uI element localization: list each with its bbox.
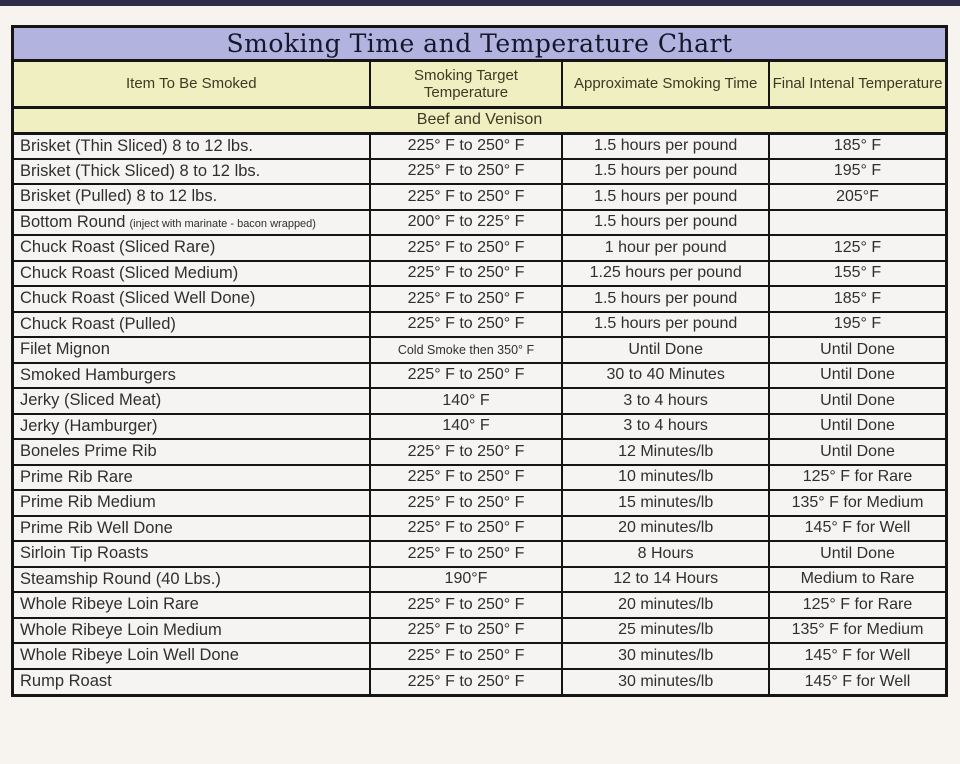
final-temperature-cell: Until Done: [769, 337, 945, 363]
target-temperature-cell: Cold Smoke then 350° F: [370, 337, 563, 363]
smoking-time-cell: 1.5 hours per pound: [562, 286, 769, 312]
item-name: Whole Ribeye Loin Rare: [20, 595, 199, 614]
item-cell: [14, 592, 370, 618]
target-temperature-cell: 225° F to 250° F: [370, 465, 563, 491]
target-temperature-cell: 225° F to 250° F: [370, 312, 563, 338]
smoking-time-cell: 15 minutes/lb: [562, 490, 769, 516]
item-name: Chuck Roast (Sliced Medium): [20, 263, 239, 282]
table-row: [14, 388, 945, 414]
section-row: [14, 107, 945, 133]
smoking-table: [14, 62, 945, 694]
item-name: Chuck Roast (Sliced Well Done): [20, 289, 256, 308]
table-row: [14, 643, 945, 669]
item-cell: [14, 210, 370, 236]
item-cell: [14, 184, 370, 210]
table-row: [14, 235, 945, 261]
item-note: (inject with marinate - bacon wrapped): [129, 217, 316, 230]
table-row: [14, 439, 945, 465]
column-header-smoking-time: Approximate Smoking Time: [562, 62, 769, 107]
smoking-time-cell: 3 to 4 hours: [562, 414, 769, 440]
final-temperature-cell: 145° F for Well: [769, 669, 945, 695]
target-temperature-cell: 190°F: [370, 567, 563, 593]
smoking-time-cell: 1.5 hours per pound: [562, 210, 769, 236]
target-temperature-cell: 225° F to 250° F: [370, 541, 563, 567]
item-name: Boneles Prime Rib: [20, 442, 157, 461]
item-cell: [14, 388, 370, 414]
chart-title-bar: [14, 28, 945, 62]
table-row: [14, 669, 945, 695]
item-name: Brisket (Thin Sliced) 8 to 12 lbs.: [20, 136, 253, 155]
item-cell: [14, 312, 370, 338]
final-temperature-cell: 145° F for Well: [769, 643, 945, 669]
item-name: Brisket (Pulled) 8 to 12 lbs.: [20, 187, 218, 206]
item-cell: [14, 159, 370, 185]
final-temperature-cell: 155° F: [769, 261, 945, 287]
item-cell: [14, 286, 370, 312]
smoking-time-cell: 30 minutes/lb: [562, 643, 769, 669]
item-cell: [14, 414, 370, 440]
table-row: [14, 337, 945, 363]
chart-title: Smoking Time and Temperature Chart: [226, 29, 733, 58]
final-temperature-cell: Until Done: [769, 541, 945, 567]
column-header-target-temp: Smoking Target Temperature: [370, 62, 563, 107]
table-row: [14, 592, 945, 618]
target-temperature-cell: 200° F to 225° F: [370, 210, 563, 236]
smoking-time-cell: 1.5 hours per pound: [562, 133, 769, 159]
table-body: [14, 133, 945, 694]
final-temperature-cell: 135° F for Medium: [769, 618, 945, 644]
target-temperature-cell: 225° F to 250° F: [370, 261, 563, 287]
final-temperature-cell: Until Done: [769, 414, 945, 440]
table-row: [14, 184, 945, 210]
item-name: Brisket (Thick Sliced) 8 to 12 lbs.: [20, 161, 261, 180]
target-temperature-cell: 225° F to 250° F: [370, 235, 563, 261]
target-temperature-cell: 140° F: [370, 414, 563, 440]
table-row: [14, 210, 945, 236]
final-temperature-cell: 205°F: [769, 184, 945, 210]
final-temperature-cell: 185° F: [769, 286, 945, 312]
table-row: [14, 516, 945, 542]
smoking-time-cell: 20 minutes/lb: [562, 592, 769, 618]
item-name: Whole Ribeye Loin Well Done: [20, 646, 239, 665]
final-temperature-cell: 135° F for Medium: [769, 490, 945, 516]
item-name: Steamship Round (40 Lbs.): [20, 569, 221, 588]
target-temperature-cell: 225° F to 250° F: [370, 133, 563, 159]
item-name: Prime Rib Rare: [20, 467, 133, 486]
item-name: Smoked Hamburgers: [20, 365, 176, 384]
table-row: [14, 541, 945, 567]
top-edge-strip: [0, 0, 960, 6]
table-row: [14, 286, 945, 312]
target-temperature-cell: 225° F to 250° F: [370, 363, 563, 389]
target-temperature-cell: 225° F to 250° F: [370, 159, 563, 185]
item-cell: [14, 261, 370, 287]
target-temperature-cell: 140° F: [370, 388, 563, 414]
smoking-time-cell: 20 minutes/lb: [562, 516, 769, 542]
smoking-time-cell: 12 to 14 Hours: [562, 567, 769, 593]
item-cell: [14, 235, 370, 261]
item-cell: [14, 643, 370, 669]
smoking-time-cell: 30 minutes/lb: [562, 669, 769, 695]
item-name: Prime Rib Medium: [20, 493, 156, 512]
target-temperature-cell: 225° F to 250° F: [370, 669, 563, 695]
final-temperature-cell: [769, 210, 945, 236]
table-row: [14, 414, 945, 440]
item-name: Chuck Roast (Sliced Rare): [20, 238, 216, 257]
item-cell: [14, 465, 370, 491]
smoking-time-cell: 1 hour per pound: [562, 235, 769, 261]
smoking-time-cell: 10 minutes/lb: [562, 465, 769, 491]
table-row: [14, 567, 945, 593]
header-row: [14, 62, 945, 107]
final-temperature-cell: 195° F: [769, 159, 945, 185]
smoking-time-cell: 1.5 hours per pound: [562, 184, 769, 210]
target-temperature-cell: 225° F to 250° F: [370, 643, 563, 669]
item-name: Sirloin Tip Roasts: [20, 544, 149, 563]
column-header-final-temp: Final Intenal Temperature: [769, 62, 945, 107]
item-cell: [14, 439, 370, 465]
final-temperature-cell: Until Done: [769, 388, 945, 414]
item-name: Jerky (Hamburger): [20, 416, 158, 435]
target-temperature-cell: 225° F to 250° F: [370, 286, 563, 312]
table-row: [14, 490, 945, 516]
section-title: Beef and Venison: [14, 107, 945, 133]
smoking-time-cell: 12 Minutes/lb: [562, 439, 769, 465]
target-temperature-cell: 225° F to 250° F: [370, 618, 563, 644]
item-name: Bottom Round: [20, 212, 126, 231]
final-temperature-cell: 125° F for Rare: [769, 465, 945, 491]
item-name: Chuck Roast (Pulled): [20, 314, 176, 333]
smoking-time-cell: 3 to 4 hours: [562, 388, 769, 414]
item-cell: [14, 363, 370, 389]
item-name: Rump Roast: [20, 672, 112, 691]
item-name: Prime Rib Well Done: [20, 518, 173, 537]
final-temperature-cell: Until Done: [769, 363, 945, 389]
target-temperature-cell: 225° F to 250° F: [370, 184, 563, 210]
item-cell: [14, 567, 370, 593]
item-cell: [14, 618, 370, 644]
final-temperature-cell: 185° F: [769, 133, 945, 159]
item-cell: [14, 337, 370, 363]
smoking-chart: [11, 25, 948, 697]
final-temperature-cell: 125° F: [769, 235, 945, 261]
table-row: [14, 363, 945, 389]
final-temperature-cell: 145° F for Well: [769, 516, 945, 542]
target-temperature-cell: 225° F to 250° F: [370, 592, 563, 618]
table-row: [14, 133, 945, 159]
column-header-item: Item To Be Smoked: [14, 62, 370, 107]
item-cell: [14, 516, 370, 542]
item-cell: [14, 669, 370, 695]
target-temperature-cell: 225° F to 250° F: [370, 516, 563, 542]
table-row: [14, 312, 945, 338]
table-row: [14, 465, 945, 491]
final-temperature-cell: Until Done: [769, 439, 945, 465]
smoking-time-cell: 1.25 hours per pound: [562, 261, 769, 287]
item-name: Filet Mignon: [20, 340, 110, 359]
smoking-time-cell: 1.5 hours per pound: [562, 159, 769, 185]
smoking-time-cell: Until Done: [562, 337, 769, 363]
table-row: [14, 159, 945, 185]
smoking-time-cell: 30 to 40 Minutes: [562, 363, 769, 389]
target-temperature-cell: 225° F to 250° F: [370, 490, 563, 516]
target-temperature-cell: 225° F to 250° F: [370, 439, 563, 465]
table-row: [14, 261, 945, 287]
item-name: Jerky (Sliced Meat): [20, 391, 162, 410]
item-name: Whole Ribeye Loin Medium: [20, 620, 222, 639]
item-cell: [14, 133, 370, 159]
final-temperature-cell: 195° F: [769, 312, 945, 338]
table-row: [14, 618, 945, 644]
item-cell: [14, 541, 370, 567]
smoking-time-cell: 8 Hours: [562, 541, 769, 567]
final-temperature-cell: Medium to Rare: [769, 567, 945, 593]
item-cell: [14, 490, 370, 516]
smoking-time-cell: 25 minutes/lb: [562, 618, 769, 644]
smoking-time-cell: 1.5 hours per pound: [562, 312, 769, 338]
final-temperature-cell: 125° F for Rare: [769, 592, 945, 618]
